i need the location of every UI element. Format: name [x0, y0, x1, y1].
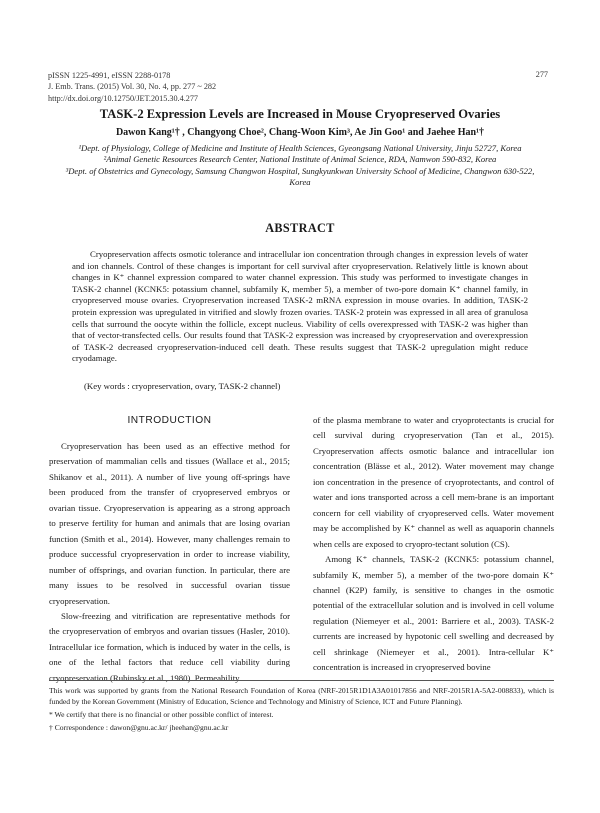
- intro-paragraph: of the plasma membrane to water and cryoprotectants is crucial for cell survival during cryopreservation (Tan et al., 2015). Cryopreservation affects osmotic balance and intracellular ion concentration (Blässe et al., 2012). Water movement may change ion concentration in the presence of cryoprotectants, and control of water and ions transported across a cell mem-brane is an important concern for cell viability of cryopreserved cells. Water movement may be accomplished by K⁺ channel as well as aquaporin channels when cells are exposed to cryopro-tectant solution (CS).: [313, 415, 554, 549]
- funding-footnote: This work was supported by grants from the National Research Foundation of Korea (NRF-2015R1D1A3A01017856 and NRF-2015R1A-5A2-008833), which is funded by the Korean Government (Ministry of Education, Science and Technology and Ministry of Science, ICT and Future Planning).: [49, 686, 554, 706]
- affiliation-3: ³Dept. of Obstetrics and Gynecology, Samsung Changwon Hospital, Sungkyunkwan University School of Medicine, Changwon 630-522, Korea: [65, 165, 535, 188]
- abstract-heading: ABSTRACT: [265, 221, 335, 235]
- footnote-divider: [49, 680, 554, 681]
- citation-line: J. Emb. Trans. (2015) Vol. 30, No. 4, pp. 277 ~ 282: [48, 82, 217, 92]
- page-number: 277: [535, 70, 548, 79]
- keywords: (Key words : cryopreservation, ovary, TASK-2 channel): [84, 381, 281, 391]
- journal-header: [48, 70, 216, 104]
- correspondence-footnote: † Correspondence : dawon@gnu.ac.kr/ jheehan@gnu.ac.kr: [49, 723, 229, 732]
- affiliation-2: ²Animal Genetic Resources Research Center, National Institute of Animal Science, RDA, Namwon 590-832, Korea: [103, 154, 497, 165]
- left-column: [49, 412, 290, 686]
- introduction-heading: INTRODUCTION: [127, 415, 212, 426]
- abstract-text: Cryopreservation affects osmotic tolerance and intracellular ion concentration through changes in expression levels of water and ion channels. Control of these changes is important for cell survival after cryopreservation. Relatively little is known about changes in K⁺ channel expression compared to water channel expression. This study was performed to investigate changes in TASK-2 channel (KCNK5: potassium channel, subfamily K, member 5), a member of two-pore domain K⁺ channel family, in cryopreserved mouse ovaries. Cryopreservation increased TASK-2 mRNA expression in mouse ovaries. In addition, TASK-2 protein expression was upregulated in vitrified and slowly frozen ovaries. TASK-2 protein was expressed in all area of granulosa cells that surround the oocyte within the follicle, except nucleus. Viability of cells overexpressed with TASK-2 was higher than that of vector-transfected cells. Our results found that TASK-2 expression was increased by cryopreservation and overexpression of TASK-2 decreased cryopreservation-induced cell death. These results suggest that TASK-2 upregulation might reduce cryodamage.: [72, 249, 528, 364]
- footnotes: [49, 685, 554, 735]
- affiliation-1: ¹Dept. of Physiology, College of Medicine and Institute of Health Sciences, Gyeongsang National University, Jinju 52727, Korea: [78, 143, 522, 153]
- author-list: Dawon Kang¹† , Changyong Choe², Chang-Woon Kim³, Ae Jin Goo¹ and Jaehee Han¹†: [115, 127, 485, 138]
- intro-paragraph: Slow-freezing and vitrification are representative methods for the cryopreservation of embryos and ovarian tissues (Hasler, 2010). Intracellular ice formation, which is induced by water in the cells, is one of the lethal factors that reduce cell viability during cryopreservation (Rubinsky et al., 1980). Permeability: [49, 610, 290, 683]
- affiliations: [60, 143, 540, 189]
- intro-paragraph: Cryopreservation has been used as an effective method for preservation of mammalian cells and tissues (Wallace et al., 2015; Shikanov et al., 2011). A number of live young off-springs have been produced from the transfer of cryopreserved embryos or ovarian tissue. Cryopreservation is appearing as a strong approach to preserve fertility for human and animals that are losing ovarian function (Smith et al., 2014). However, many challenges remain to produce successful cryopreservation in order to increase viability, number of offsprings, and ovarian function. In particular, there are many issues to be resolved in successful ovarian tissue cryopreservation.: [49, 441, 290, 606]
- intro-paragraph: Among K⁺ channels, TASK-2 (KCNK5: potassium channel, subfamily K, member 5), a member of the two-pore domain K⁺ channel (K2P) family, is sensitive to changes in the osmotic potential of the extracellular solution and is involved in cell volume regulation (Niemeyer et al., 2001: Barriere et al., 2003). TASK-2 currents are increased by hypotonic cell swelling and decreased by cell shrinkage (Niemeyer et al., 2001). Intra-cellular K⁺ concentration is increased in cryopreserved bovine: [313, 554, 554, 673]
- doi-line: http://dx.doi.org/10.12750/JET.2015.30.4.277: [48, 93, 199, 103]
- right-column: [313, 413, 554, 676]
- issn-line: pISSN 1225-4991, eISSN 2288-0178: [48, 71, 171, 80]
- conflict-footnote: * We certify that there is no financial or other possible conflict of interest.: [49, 710, 274, 719]
- paper-title: TASK-2 Expression Levels are Increased in Mouse Cryopreserved Ovaries: [99, 107, 501, 121]
